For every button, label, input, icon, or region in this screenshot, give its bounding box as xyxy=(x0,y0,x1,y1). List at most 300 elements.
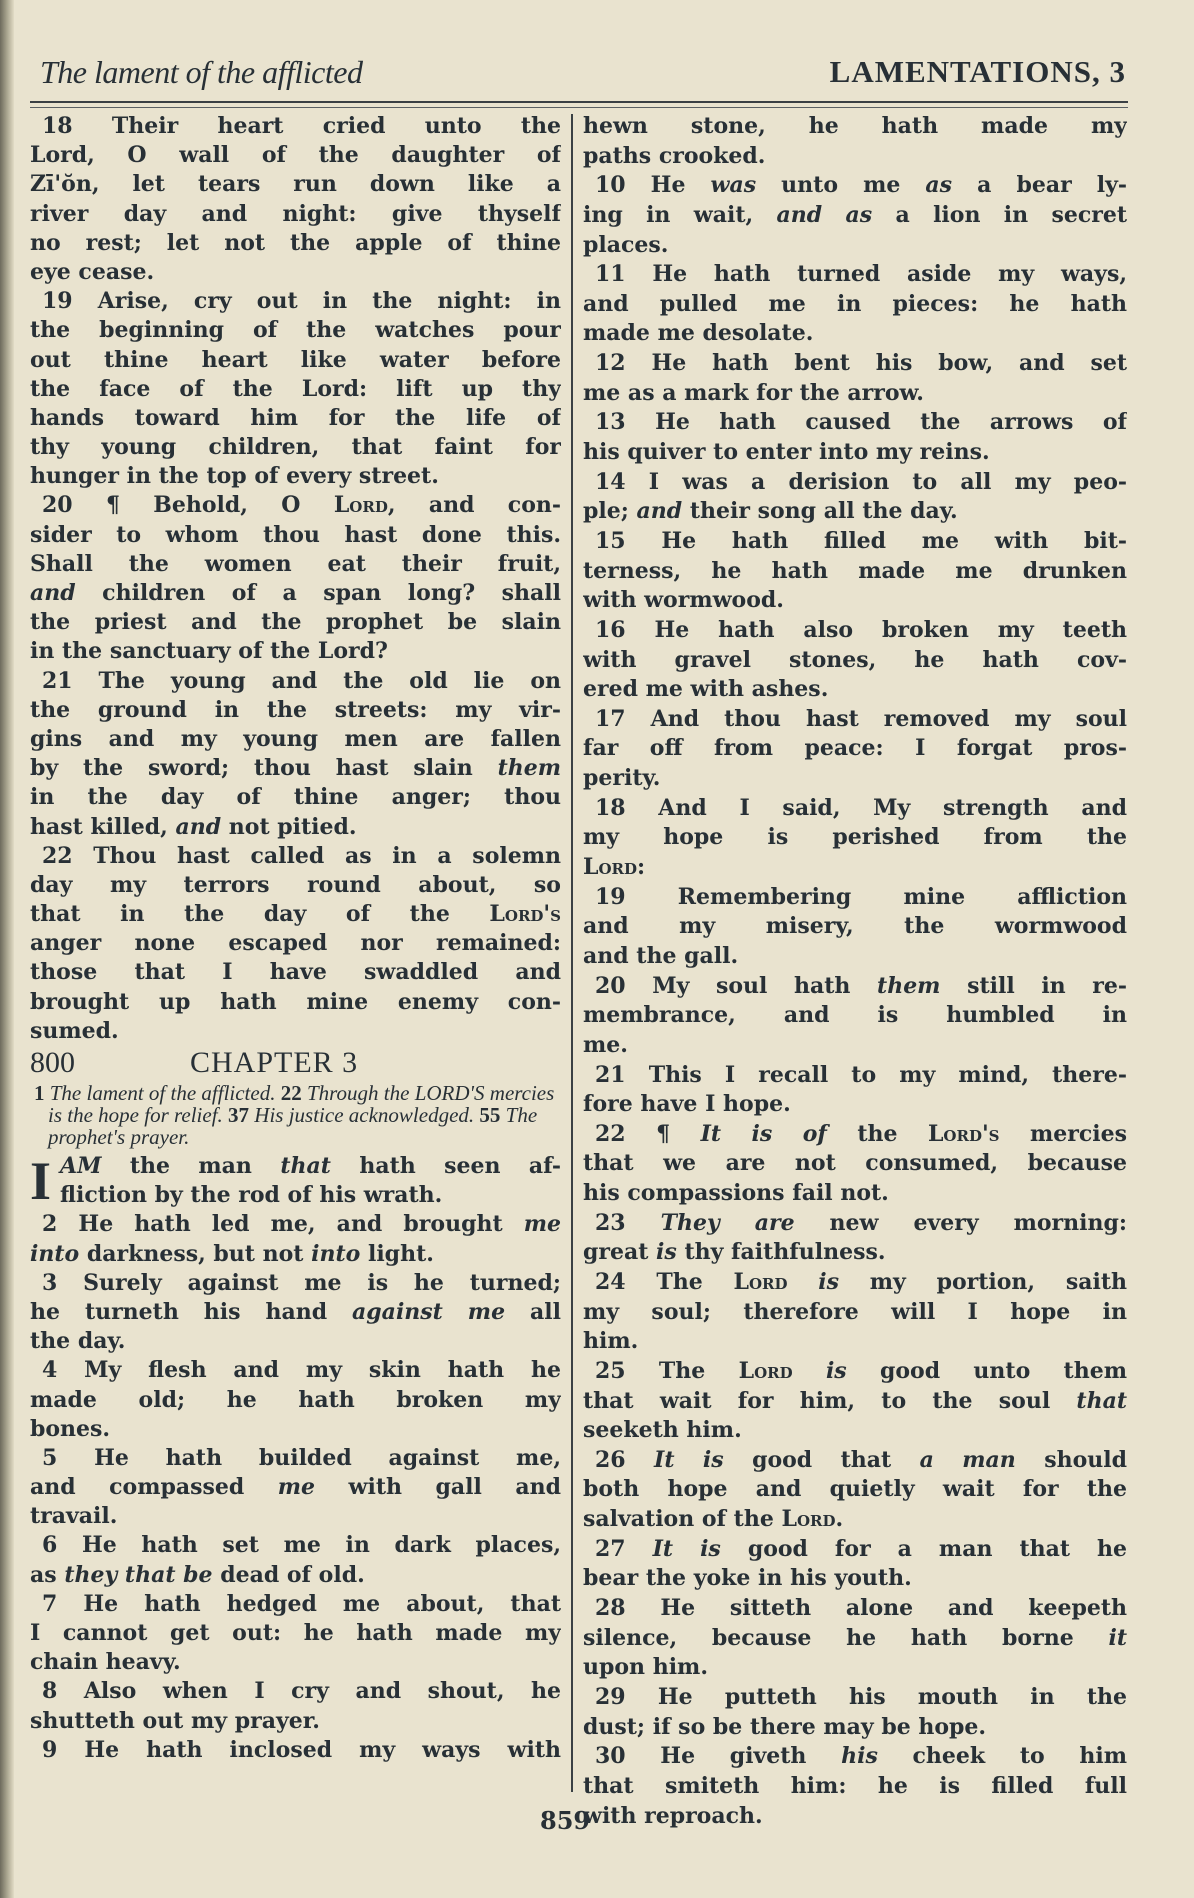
verse xyxy=(583,1357,1127,1446)
text-line xyxy=(583,1802,1127,1832)
text-line xyxy=(583,616,1127,646)
chapter-title: CHAPTER 3 xyxy=(190,1046,359,1079)
text-line xyxy=(583,1090,1127,1120)
text-line xyxy=(30,988,561,1017)
text: brought up hath mine enemy con- xyxy=(30,988,561,1015)
text: fliction by the rod of his wrath. xyxy=(60,1182,443,1209)
text-line xyxy=(583,1594,1127,1624)
text-line xyxy=(583,1387,1127,1417)
text: me as a mark for the arrow. xyxy=(583,379,924,406)
text-line xyxy=(583,823,1127,853)
text-line xyxy=(30,725,561,754)
text: salvation of the xyxy=(583,1506,782,1533)
text: and the gall. xyxy=(583,942,739,969)
text-line xyxy=(583,1120,1127,1150)
verse xyxy=(583,171,1127,260)
text: children of a span long? shall xyxy=(75,580,561,606)
text: that in the day of the xyxy=(30,901,490,928)
text-line xyxy=(30,667,561,696)
text-line xyxy=(30,1736,561,1765)
text-line xyxy=(583,1742,1127,1772)
italic-text: and xyxy=(30,580,76,606)
summary-ref: 22 xyxy=(280,1081,307,1105)
text-line xyxy=(30,1619,561,1648)
text: the beginning of the watches pour xyxy=(30,317,561,344)
text: and compassed xyxy=(30,1474,278,1501)
text: light. xyxy=(360,1240,434,1267)
small-caps-text: Lord xyxy=(738,1357,793,1384)
text: hunger in the top of every street. xyxy=(30,463,439,490)
text: 16 He hath also broken my teeth xyxy=(595,616,1127,643)
text-line xyxy=(30,1677,561,1706)
italic-text: and as xyxy=(776,201,873,228)
text-line xyxy=(30,1502,561,1531)
text-line xyxy=(583,231,1127,261)
text-line xyxy=(30,1327,561,1356)
text-line xyxy=(30,1269,561,1298)
small-caps-text: Lord xyxy=(583,854,638,881)
summary-text: Through the LORD'S mercies is the hope for relief. xyxy=(48,1081,555,1127)
text-line xyxy=(30,258,561,287)
text-line xyxy=(30,316,561,345)
text: ple; xyxy=(583,498,637,525)
text: 20 My soul hath xyxy=(595,972,878,999)
text-line xyxy=(30,1648,561,1677)
text-line xyxy=(30,433,561,462)
text-line xyxy=(30,1152,561,1181)
text: 27 xyxy=(595,1535,653,1562)
verse xyxy=(583,349,1127,408)
italic-text: was xyxy=(710,172,757,199)
verse xyxy=(583,1061,1127,1120)
text: and pulled me in pieces: he hath xyxy=(583,290,1127,317)
text: their song all the day. xyxy=(682,498,958,525)
text-line xyxy=(583,1683,1127,1713)
text: dust; if so be there may be hope. xyxy=(583,1713,987,1740)
text-line xyxy=(30,1707,561,1736)
text: dead of old. xyxy=(212,1561,365,1588)
verse xyxy=(30,1152,561,1210)
verse xyxy=(583,1594,1127,1683)
text-line xyxy=(583,1298,1127,1328)
text: still in re- xyxy=(940,972,1127,999)
running-head-left: The lament of the afflicted xyxy=(40,54,363,90)
italic-text: against me xyxy=(352,1298,506,1325)
text-line xyxy=(583,883,1127,913)
text: good for a man that he xyxy=(720,1535,1127,1562)
verse xyxy=(583,705,1127,794)
text-line xyxy=(30,1590,561,1619)
text: 30 He giveth xyxy=(595,1743,842,1770)
text-line xyxy=(30,579,561,608)
text: the day. xyxy=(30,1328,126,1355)
text: sider to whom thou hast done this. xyxy=(30,521,561,548)
text: 21 The young and the old lie on xyxy=(42,667,561,694)
italic-text: and xyxy=(636,498,683,525)
text: a bear ly- xyxy=(952,172,1127,199)
verse xyxy=(30,842,561,1046)
text: 8 Also when I cry and shout, he xyxy=(42,1678,561,1705)
text-line xyxy=(30,1017,561,1046)
text: should xyxy=(1015,1446,1127,1473)
text-line xyxy=(583,557,1127,587)
text-line xyxy=(30,462,561,491)
text: 18 And I said, My strength and xyxy=(595,794,1127,821)
text-line xyxy=(583,942,1127,972)
text-line xyxy=(30,170,561,199)
text: 21 This I recall to my mind, there- xyxy=(595,1061,1127,1088)
text-line xyxy=(30,404,561,433)
text: the xyxy=(826,1120,928,1147)
text-line xyxy=(30,783,561,812)
text: 22 Thou hast called as in a solemn xyxy=(42,842,561,869)
text: perity. xyxy=(583,765,661,792)
text: 19 Arise, cry out in the night: in xyxy=(42,288,561,315)
text: all xyxy=(505,1298,561,1325)
text-line xyxy=(30,637,561,666)
text-line xyxy=(583,912,1127,942)
chapter-heading xyxy=(30,1046,561,1080)
text-line xyxy=(583,1149,1127,1179)
text-line xyxy=(30,1386,561,1415)
text: 11 He hath turned aside my ways, xyxy=(595,261,1127,288)
verse xyxy=(30,1531,561,1589)
text: his quiver to enter into my reins. xyxy=(583,439,990,466)
text: 26 xyxy=(595,1446,655,1473)
verse xyxy=(583,112,1127,171)
text: 24 The xyxy=(595,1268,734,1295)
verses-block xyxy=(30,112,561,1046)
text: the priest and the prophet be slain xyxy=(30,609,561,636)
text: 29 He putteth his mouth in the xyxy=(595,1683,1127,1710)
text: gins and my young men are fallen xyxy=(30,725,561,752)
text: the face of the Lord: lift up thy xyxy=(30,375,561,402)
text: darkness, but not xyxy=(79,1240,312,1267)
italic-text: It is of xyxy=(700,1120,827,1147)
text: silence, because he hath borne xyxy=(583,1624,1109,1651)
text-line xyxy=(583,734,1127,764)
text: , and con- xyxy=(387,492,561,519)
text-line xyxy=(30,1356,561,1385)
text-line xyxy=(30,1561,561,1590)
summary-text: The prophet's prayer. xyxy=(48,1103,538,1149)
italic-text: as xyxy=(925,172,953,199)
italic-text: that xyxy=(280,1153,331,1179)
text: Shall the women eat their fruit, xyxy=(30,550,561,577)
text: 5 He hath builded against me, xyxy=(42,1444,561,1471)
text-line xyxy=(583,260,1127,290)
text-line xyxy=(30,958,561,987)
text-line xyxy=(583,586,1127,616)
text: 25 The xyxy=(595,1357,739,1384)
text: made me desolate. xyxy=(583,320,814,347)
verse xyxy=(583,1535,1127,1594)
italic-text: them xyxy=(497,755,561,782)
text: he turneth his hand xyxy=(30,1298,353,1325)
text: with reproach. xyxy=(583,1802,763,1829)
text: 10 He xyxy=(595,172,711,199)
verse xyxy=(583,408,1127,467)
verse xyxy=(583,883,1127,972)
text: my soul; therefore will I hope in xyxy=(583,1298,1127,1325)
verse xyxy=(30,1677,561,1735)
text: with wormwood. xyxy=(583,587,784,614)
text: 23 xyxy=(595,1209,661,1236)
text-line xyxy=(583,764,1127,794)
text-line xyxy=(30,200,561,229)
text-line xyxy=(583,1535,1127,1565)
italic-text: a man xyxy=(919,1446,1016,1473)
text: hath seen af- xyxy=(330,1153,561,1179)
text-line xyxy=(583,1475,1127,1505)
text-line xyxy=(583,1031,1127,1061)
text-line xyxy=(583,1772,1127,1802)
verses-block xyxy=(30,1152,561,1765)
text: paths crooked. xyxy=(583,142,766,169)
right-column xyxy=(583,112,1127,1831)
text-line xyxy=(583,1446,1127,1476)
text: travail. xyxy=(30,1503,118,1530)
verses-block xyxy=(583,112,1127,1831)
italic-text: and xyxy=(175,813,222,840)
text: thy young children, that faint for xyxy=(30,434,561,461)
text: 22 ¶ xyxy=(595,1120,701,1147)
text: ing in wait, xyxy=(583,201,777,228)
verse xyxy=(583,1683,1127,1742)
text-line xyxy=(583,408,1127,438)
verse xyxy=(583,616,1127,705)
italic-text: into xyxy=(30,1240,80,1267)
text: sumed. xyxy=(30,1017,119,1044)
text-line xyxy=(30,521,561,550)
text: in the day of thine anger; thou xyxy=(30,784,561,811)
text-line xyxy=(583,1238,1127,1268)
small-caps-text: Lord's xyxy=(489,901,561,928)
text-line xyxy=(583,1624,1127,1654)
text: that wait for him, to the soul xyxy=(583,1387,1077,1414)
text-line xyxy=(583,1179,1127,1209)
text: terness, he hath made me drunken xyxy=(583,557,1127,584)
italic-text: is xyxy=(825,1357,847,1384)
chapter-summary xyxy=(32,1082,561,1148)
verse xyxy=(30,1210,561,1268)
text-line xyxy=(583,675,1127,705)
small-caps-text: Lord's xyxy=(927,1120,1000,1147)
text-line xyxy=(583,112,1127,142)
text-line xyxy=(583,794,1127,824)
italic-text: it xyxy=(1108,1624,1127,1651)
text-line xyxy=(583,1564,1127,1594)
chapter-reference-number: 800 xyxy=(30,1046,75,1079)
text-line xyxy=(30,1298,561,1327)
text: a lion in secret xyxy=(872,201,1127,228)
text: that smiteth him: he is filled full xyxy=(583,1772,1127,1799)
text: I cannot get out: he hath made my xyxy=(30,1620,561,1646)
text: in the sanctuary of the Lord? xyxy=(30,638,388,665)
text-line xyxy=(583,1416,1127,1446)
text: thy faithfulness. xyxy=(676,1239,886,1266)
text: hewn stone, he hath made my xyxy=(583,113,1127,139)
text-line xyxy=(583,972,1127,1002)
text-line xyxy=(583,379,1127,409)
small-caps-text: Lord xyxy=(781,1506,836,1533)
text-line xyxy=(30,929,561,958)
small-caps-text: Lord xyxy=(333,492,388,519)
text-line xyxy=(30,229,561,258)
text: far off from peace: I forgat pros- xyxy=(583,735,1127,762)
summary-ref: 55 xyxy=(479,1103,506,1127)
text-line xyxy=(30,346,561,375)
text-line xyxy=(583,290,1127,320)
italic-text: me xyxy=(277,1474,316,1501)
text: 17 And thou hast removed my soul xyxy=(595,705,1127,732)
text-line xyxy=(583,201,1127,231)
summary-ref: 1 xyxy=(34,1081,50,1105)
text-line xyxy=(30,1240,561,1269)
verse xyxy=(583,1742,1127,1831)
verse xyxy=(30,1269,561,1357)
text: 15 He hath filled me with bit- xyxy=(595,527,1127,554)
text: 3 Surely against me is he turned; xyxy=(42,1269,561,1296)
text: bear the yoke in his youth. xyxy=(583,1565,912,1592)
text: 13 He hath caused the arrows of xyxy=(595,409,1127,436)
text-line xyxy=(583,142,1127,172)
text: day my terrors round about, so xyxy=(30,871,561,898)
text-line xyxy=(30,1210,561,1239)
text: no rest; let not the apple of thine xyxy=(30,229,561,256)
drop-cap: I xyxy=(30,1151,52,1211)
left-column xyxy=(30,112,561,1765)
text: fore have I hope. xyxy=(583,1091,791,1118)
text: the man xyxy=(101,1153,281,1179)
text: both hope and quietly wait for the xyxy=(583,1476,1127,1503)
verse xyxy=(30,1736,561,1765)
text: good that xyxy=(723,1446,920,1473)
verse xyxy=(30,287,561,491)
text: places. xyxy=(583,231,669,258)
italic-text: me xyxy=(523,1211,561,1238)
text: seeketh him. xyxy=(583,1417,742,1444)
text: his compassions fail not. xyxy=(583,1180,889,1207)
text-line xyxy=(583,349,1127,379)
text-line xyxy=(583,171,1127,201)
text: 4 My flesh and my skin hath he xyxy=(42,1357,561,1384)
text: 7 He hath hedged me about, that xyxy=(42,1590,561,1617)
verse xyxy=(583,527,1127,616)
text: those that I have swaddled and xyxy=(30,959,561,986)
text-line xyxy=(30,375,561,404)
text: as xyxy=(30,1561,65,1588)
text-line xyxy=(30,1181,561,1210)
text-line xyxy=(30,1531,561,1560)
text: my hope is perished from the xyxy=(583,824,1127,851)
book-binding-edge xyxy=(0,0,14,1898)
italic-text: into xyxy=(311,1240,361,1267)
text: Zī'ŏn, let tears run down like a xyxy=(30,171,561,198)
text-line xyxy=(30,287,561,316)
text-line xyxy=(583,527,1127,557)
text: new every morning: xyxy=(794,1209,1127,1236)
text: 19 Remembering mine affliction xyxy=(595,883,1127,910)
text-line xyxy=(583,1713,1127,1743)
text: 14 I was a derision to all my peo- xyxy=(595,468,1127,495)
text-line xyxy=(583,438,1127,468)
verse xyxy=(583,1268,1127,1357)
text: 12 He hath bent his bow, and set xyxy=(595,350,1127,377)
text: shutteth out my prayer. xyxy=(30,1707,320,1734)
text: good unto them xyxy=(846,1357,1127,1384)
text-line xyxy=(583,1327,1127,1357)
text-line xyxy=(30,900,561,929)
text: 9 He hath inclosed my ways with xyxy=(42,1736,561,1763)
summary-ref: 37 xyxy=(228,1103,255,1127)
text-line xyxy=(30,491,561,520)
verse xyxy=(30,1444,561,1532)
text: me. xyxy=(583,1031,628,1058)
text xyxy=(793,1358,826,1384)
text-line xyxy=(583,319,1127,349)
text: bones. xyxy=(30,1415,111,1442)
text: 2 He hath led me, and brought xyxy=(42,1211,524,1238)
header-rule xyxy=(30,101,1128,108)
text-line xyxy=(30,696,561,725)
text: him. xyxy=(583,1328,639,1355)
verse xyxy=(30,112,561,287)
italic-text: them xyxy=(877,972,941,999)
summary-text: His justice acknowledged. xyxy=(254,1103,480,1127)
text: by the sword; thou hast slain xyxy=(30,755,498,782)
running-head-right: LAMENTATIONS, 3 xyxy=(829,54,1126,89)
text-line xyxy=(583,1357,1127,1387)
text: . xyxy=(835,1506,844,1533)
text-line xyxy=(583,468,1127,498)
text-line xyxy=(583,1505,1127,1535)
text: river day and night: give thyself xyxy=(30,200,561,227)
text: and my misery, the wormwood xyxy=(583,913,1127,940)
text: unto me xyxy=(756,172,926,199)
text: with gall and xyxy=(315,1474,561,1501)
text: great xyxy=(583,1239,657,1266)
italic-text: his xyxy=(841,1743,878,1770)
text-line xyxy=(30,871,561,900)
text: : xyxy=(637,854,646,881)
text: mercies xyxy=(999,1120,1127,1147)
verse xyxy=(583,1209,1127,1268)
text: the ground in the streets: my vir- xyxy=(30,696,561,723)
text-line xyxy=(583,646,1127,676)
small-caps-text: Lord xyxy=(733,1268,788,1295)
page-number: 859 xyxy=(540,1806,591,1835)
text: anger none escaped nor remained: xyxy=(30,930,561,957)
text: my portion, saith xyxy=(839,1268,1127,1295)
summary-text: The lament of the afflicted. xyxy=(49,1081,281,1105)
italic-text: is xyxy=(656,1239,677,1266)
text: made old; he hath broken my xyxy=(30,1386,561,1413)
text-line xyxy=(583,497,1127,527)
text-line xyxy=(30,550,561,579)
text-line xyxy=(30,754,561,783)
text-line xyxy=(30,813,561,842)
italic-text: It is xyxy=(652,1535,721,1562)
text xyxy=(788,1269,819,1295)
verse xyxy=(30,1356,561,1444)
italic-text: that xyxy=(1076,1387,1127,1414)
text: hands toward him for the life of xyxy=(30,404,561,431)
text-line xyxy=(583,853,1127,883)
italic-text: It is xyxy=(654,1446,724,1473)
text: ered me with ashes. xyxy=(583,676,829,703)
text-line xyxy=(583,1209,1127,1239)
